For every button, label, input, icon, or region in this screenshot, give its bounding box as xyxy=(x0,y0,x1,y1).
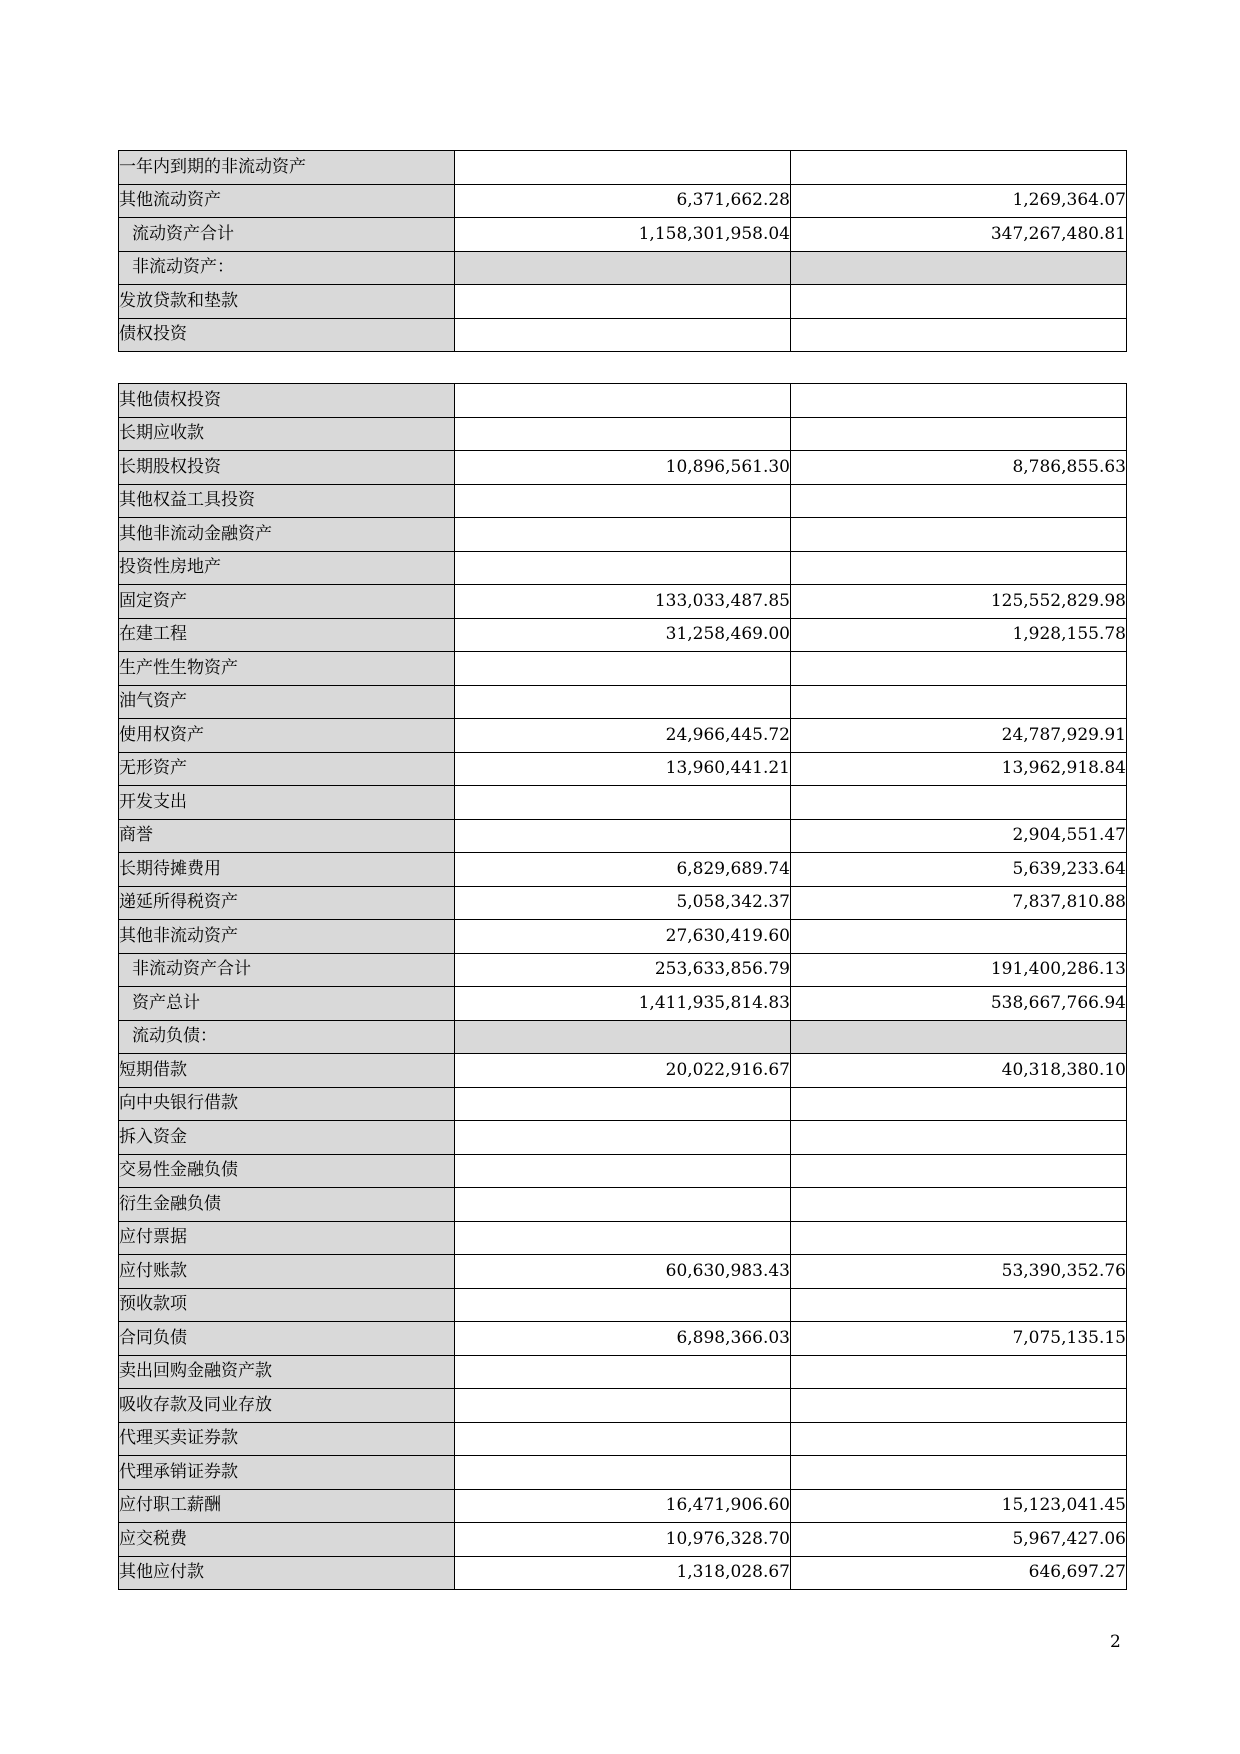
current-period-value: 24,966,445.72 xyxy=(455,719,791,753)
prior-period-value xyxy=(791,920,1127,954)
prior-period-value xyxy=(791,384,1127,418)
row-label: 应付账款 xyxy=(119,1255,455,1289)
table-row xyxy=(119,384,1127,418)
prior-period-value: 191,400,286.13 xyxy=(791,953,1127,987)
row-label: 短期借款 xyxy=(119,1054,455,1088)
table-row xyxy=(119,1489,1127,1523)
table-row xyxy=(119,752,1127,786)
current-period-value xyxy=(455,251,791,285)
row-label: 流动资产合计 xyxy=(119,218,455,252)
row-label: 债权投资 xyxy=(119,318,455,352)
current-period-value: 27,630,419.60 xyxy=(455,920,791,954)
current-period-value xyxy=(455,652,791,686)
row-label: 应付职工薪酬 xyxy=(119,1489,455,1523)
row-label: 发放贷款和垫款 xyxy=(119,285,455,319)
current-period-value: 13,960,441.21 xyxy=(455,752,791,786)
row-label: 长期股权投资 xyxy=(119,451,455,485)
prior-period-value xyxy=(791,1188,1127,1222)
row-label: 固定资产 xyxy=(119,585,455,619)
prior-period-value xyxy=(791,1355,1127,1389)
current-period-value xyxy=(455,1456,791,1490)
table-row xyxy=(119,1054,1127,1088)
current-period-value: 16,471,906.60 xyxy=(455,1489,791,1523)
table-row xyxy=(119,1556,1127,1590)
current-period-value xyxy=(455,1389,791,1423)
table-row xyxy=(119,1456,1127,1490)
current-period-value: 20,022,916.67 xyxy=(455,1054,791,1088)
row-label: 其他权益工具投资 xyxy=(119,484,455,518)
current-period-value: 1,411,935,814.83 xyxy=(455,987,791,1021)
table-row xyxy=(119,652,1127,686)
table-row xyxy=(119,1221,1127,1255)
row-label: 吸收存款及同业存放 xyxy=(119,1389,455,1423)
row-label: 向中央银行借款 xyxy=(119,1087,455,1121)
table-row xyxy=(119,1389,1127,1423)
prior-period-value xyxy=(791,1087,1127,1121)
row-label: 一年内到期的非流动资产 xyxy=(119,151,455,185)
current-period-value xyxy=(455,1188,791,1222)
row-label: 油气资产 xyxy=(119,685,455,719)
row-label: 应交税费 xyxy=(119,1523,455,1557)
row-label: 长期待摊费用 xyxy=(119,853,455,887)
current-period-value xyxy=(455,384,791,418)
prior-period-value xyxy=(791,685,1127,719)
current-period-value: 10,976,328.70 xyxy=(455,1523,791,1557)
current-period-value: 253,633,856.79 xyxy=(455,953,791,987)
row-label: 代理买卖证券款 xyxy=(119,1422,455,1456)
row-label: 其他债权投资 xyxy=(119,384,455,418)
prior-period-value xyxy=(791,1389,1127,1423)
current-period-value xyxy=(455,786,791,820)
balance-sheet-table-part-1 xyxy=(118,150,1127,352)
current-period-value: 10,896,561.30 xyxy=(455,451,791,485)
current-period-value xyxy=(455,1422,791,1456)
table-row xyxy=(119,184,1127,218)
row-label: 使用权资产 xyxy=(119,719,455,753)
current-period-value xyxy=(455,1121,791,1155)
table-row xyxy=(119,451,1127,485)
current-period-value xyxy=(455,1020,791,1054)
prior-period-value xyxy=(791,251,1127,285)
current-period-value: 1,158,301,958.04 xyxy=(455,218,791,252)
row-label: 卖出回购金融资产款 xyxy=(119,1355,455,1389)
table-row xyxy=(119,1154,1127,1188)
table-row xyxy=(119,719,1127,753)
prior-period-value xyxy=(791,151,1127,185)
row-label: 拆入资金 xyxy=(119,1121,455,1155)
row-label: 其他非流动金融资产 xyxy=(119,518,455,552)
table-row xyxy=(119,1322,1127,1356)
row-label: 非流动资产合计 xyxy=(119,953,455,987)
table-row xyxy=(119,1121,1127,1155)
balance-sheet-table-part-2 xyxy=(118,383,1127,1590)
prior-period-value: 125,552,829.98 xyxy=(791,585,1127,619)
prior-period-value: 13,962,918.84 xyxy=(791,752,1127,786)
page-number: 2 xyxy=(1110,1632,1121,1652)
current-period-value: 133,033,487.85 xyxy=(455,585,791,619)
prior-period-value xyxy=(791,1422,1127,1456)
prior-period-value xyxy=(791,484,1127,518)
prior-period-value: 2,904,551.47 xyxy=(791,819,1127,853)
row-label: 其他流动资产 xyxy=(119,184,455,218)
row-label: 衍生金融负债 xyxy=(119,1188,455,1222)
row-label: 递延所得税资产 xyxy=(119,886,455,920)
current-period-value: 31,258,469.00 xyxy=(455,618,791,652)
prior-period-value xyxy=(791,551,1127,585)
prior-period-value: 15,123,041.45 xyxy=(791,1489,1127,1523)
prior-period-value: 53,390,352.76 xyxy=(791,1255,1127,1289)
prior-period-value: 24,787,929.91 xyxy=(791,719,1127,753)
table-row xyxy=(119,551,1127,585)
table-row xyxy=(119,1087,1127,1121)
table-row xyxy=(119,886,1127,920)
prior-period-value xyxy=(791,417,1127,451)
table-row xyxy=(119,1422,1127,1456)
section-header-row xyxy=(119,1020,1127,1054)
prior-period-value: 1,269,364.07 xyxy=(791,184,1127,218)
row-label: 长期应收款 xyxy=(119,417,455,451)
prior-period-value: 5,639,233.64 xyxy=(791,853,1127,887)
current-period-value xyxy=(455,518,791,552)
current-period-value: 5,058,342.37 xyxy=(455,886,791,920)
row-label: 流动负债： xyxy=(119,1020,455,1054)
row-label: 开发支出 xyxy=(119,786,455,820)
row-label: 代理承销证券款 xyxy=(119,1456,455,1490)
prior-period-value: 347,267,480.81 xyxy=(791,218,1127,252)
row-label: 其他非流动资产 xyxy=(119,920,455,954)
prior-period-value xyxy=(791,1288,1127,1322)
row-label: 资产总计 xyxy=(119,987,455,1021)
prior-period-value xyxy=(791,518,1127,552)
current-period-value: 60,630,983.43 xyxy=(455,1255,791,1289)
prior-period-value xyxy=(791,786,1127,820)
current-period-value xyxy=(455,1355,791,1389)
current-period-value xyxy=(455,417,791,451)
current-period-value xyxy=(455,685,791,719)
table-row xyxy=(119,1288,1127,1322)
table-row xyxy=(119,417,1127,451)
prior-period-value xyxy=(791,318,1127,352)
row-label: 在建工程 xyxy=(119,618,455,652)
current-period-value xyxy=(455,285,791,319)
prior-period-value xyxy=(791,1020,1127,1054)
table-row xyxy=(119,484,1127,518)
table-row xyxy=(119,151,1127,185)
prior-period-value xyxy=(791,1456,1127,1490)
row-label: 预收款项 xyxy=(119,1288,455,1322)
table-row xyxy=(119,786,1127,820)
row-label: 商誉 xyxy=(119,819,455,853)
current-period-value xyxy=(455,318,791,352)
current-period-value: 1,318,028.67 xyxy=(455,1556,791,1590)
table-row xyxy=(119,1355,1127,1389)
prior-period-value xyxy=(791,1154,1127,1188)
prior-period-value xyxy=(791,652,1127,686)
table-row xyxy=(119,585,1127,619)
prior-period-value: 646,697.27 xyxy=(791,1556,1127,1590)
prior-period-value xyxy=(791,1121,1127,1155)
row-label: 非流动资产： xyxy=(119,251,455,285)
row-label: 合同负债 xyxy=(119,1322,455,1356)
table-row xyxy=(119,987,1127,1021)
prior-period-value: 1,928,155.78 xyxy=(791,618,1127,652)
current-period-value xyxy=(455,819,791,853)
prior-period-value: 7,075,135.15 xyxy=(791,1322,1127,1356)
table-row xyxy=(119,853,1127,887)
prior-period-value: 538,667,766.94 xyxy=(791,987,1127,1021)
table-row xyxy=(119,1523,1127,1557)
row-label: 其他应付款 xyxy=(119,1556,455,1590)
current-period-value xyxy=(455,484,791,518)
table-row xyxy=(119,618,1127,652)
row-label: 应付票据 xyxy=(119,1221,455,1255)
current-period-value xyxy=(455,551,791,585)
row-label: 交易性金融负债 xyxy=(119,1154,455,1188)
table-row xyxy=(119,218,1127,252)
current-period-value xyxy=(455,151,791,185)
current-period-value: 6,898,366.03 xyxy=(455,1322,791,1356)
table-row xyxy=(119,685,1127,719)
prior-period-value xyxy=(791,285,1127,319)
table-row xyxy=(119,285,1127,319)
prior-period-value: 7,837,810.88 xyxy=(791,886,1127,920)
prior-period-value: 5,967,427.06 xyxy=(791,1523,1127,1557)
row-label: 生产性生物资产 xyxy=(119,652,455,686)
row-label: 无形资产 xyxy=(119,752,455,786)
current-period-value xyxy=(455,1154,791,1188)
section-header-row xyxy=(119,251,1127,285)
current-period-value xyxy=(455,1288,791,1322)
current-period-value: 6,371,662.28 xyxy=(455,184,791,218)
row-label: 投资性房地产 xyxy=(119,551,455,585)
table-row xyxy=(119,819,1127,853)
current-period-value xyxy=(455,1087,791,1121)
current-period-value xyxy=(455,1221,791,1255)
current-period-value: 6,829,689.74 xyxy=(455,853,791,887)
table-row xyxy=(119,1188,1127,1222)
table-row xyxy=(119,1255,1127,1289)
prior-period-value: 40,318,380.10 xyxy=(791,1054,1127,1088)
table-row xyxy=(119,318,1127,352)
table-row xyxy=(119,953,1127,987)
table-row xyxy=(119,518,1127,552)
prior-period-value xyxy=(791,1221,1127,1255)
prior-period-value: 8,786,855.63 xyxy=(791,451,1127,485)
table-row xyxy=(119,920,1127,954)
